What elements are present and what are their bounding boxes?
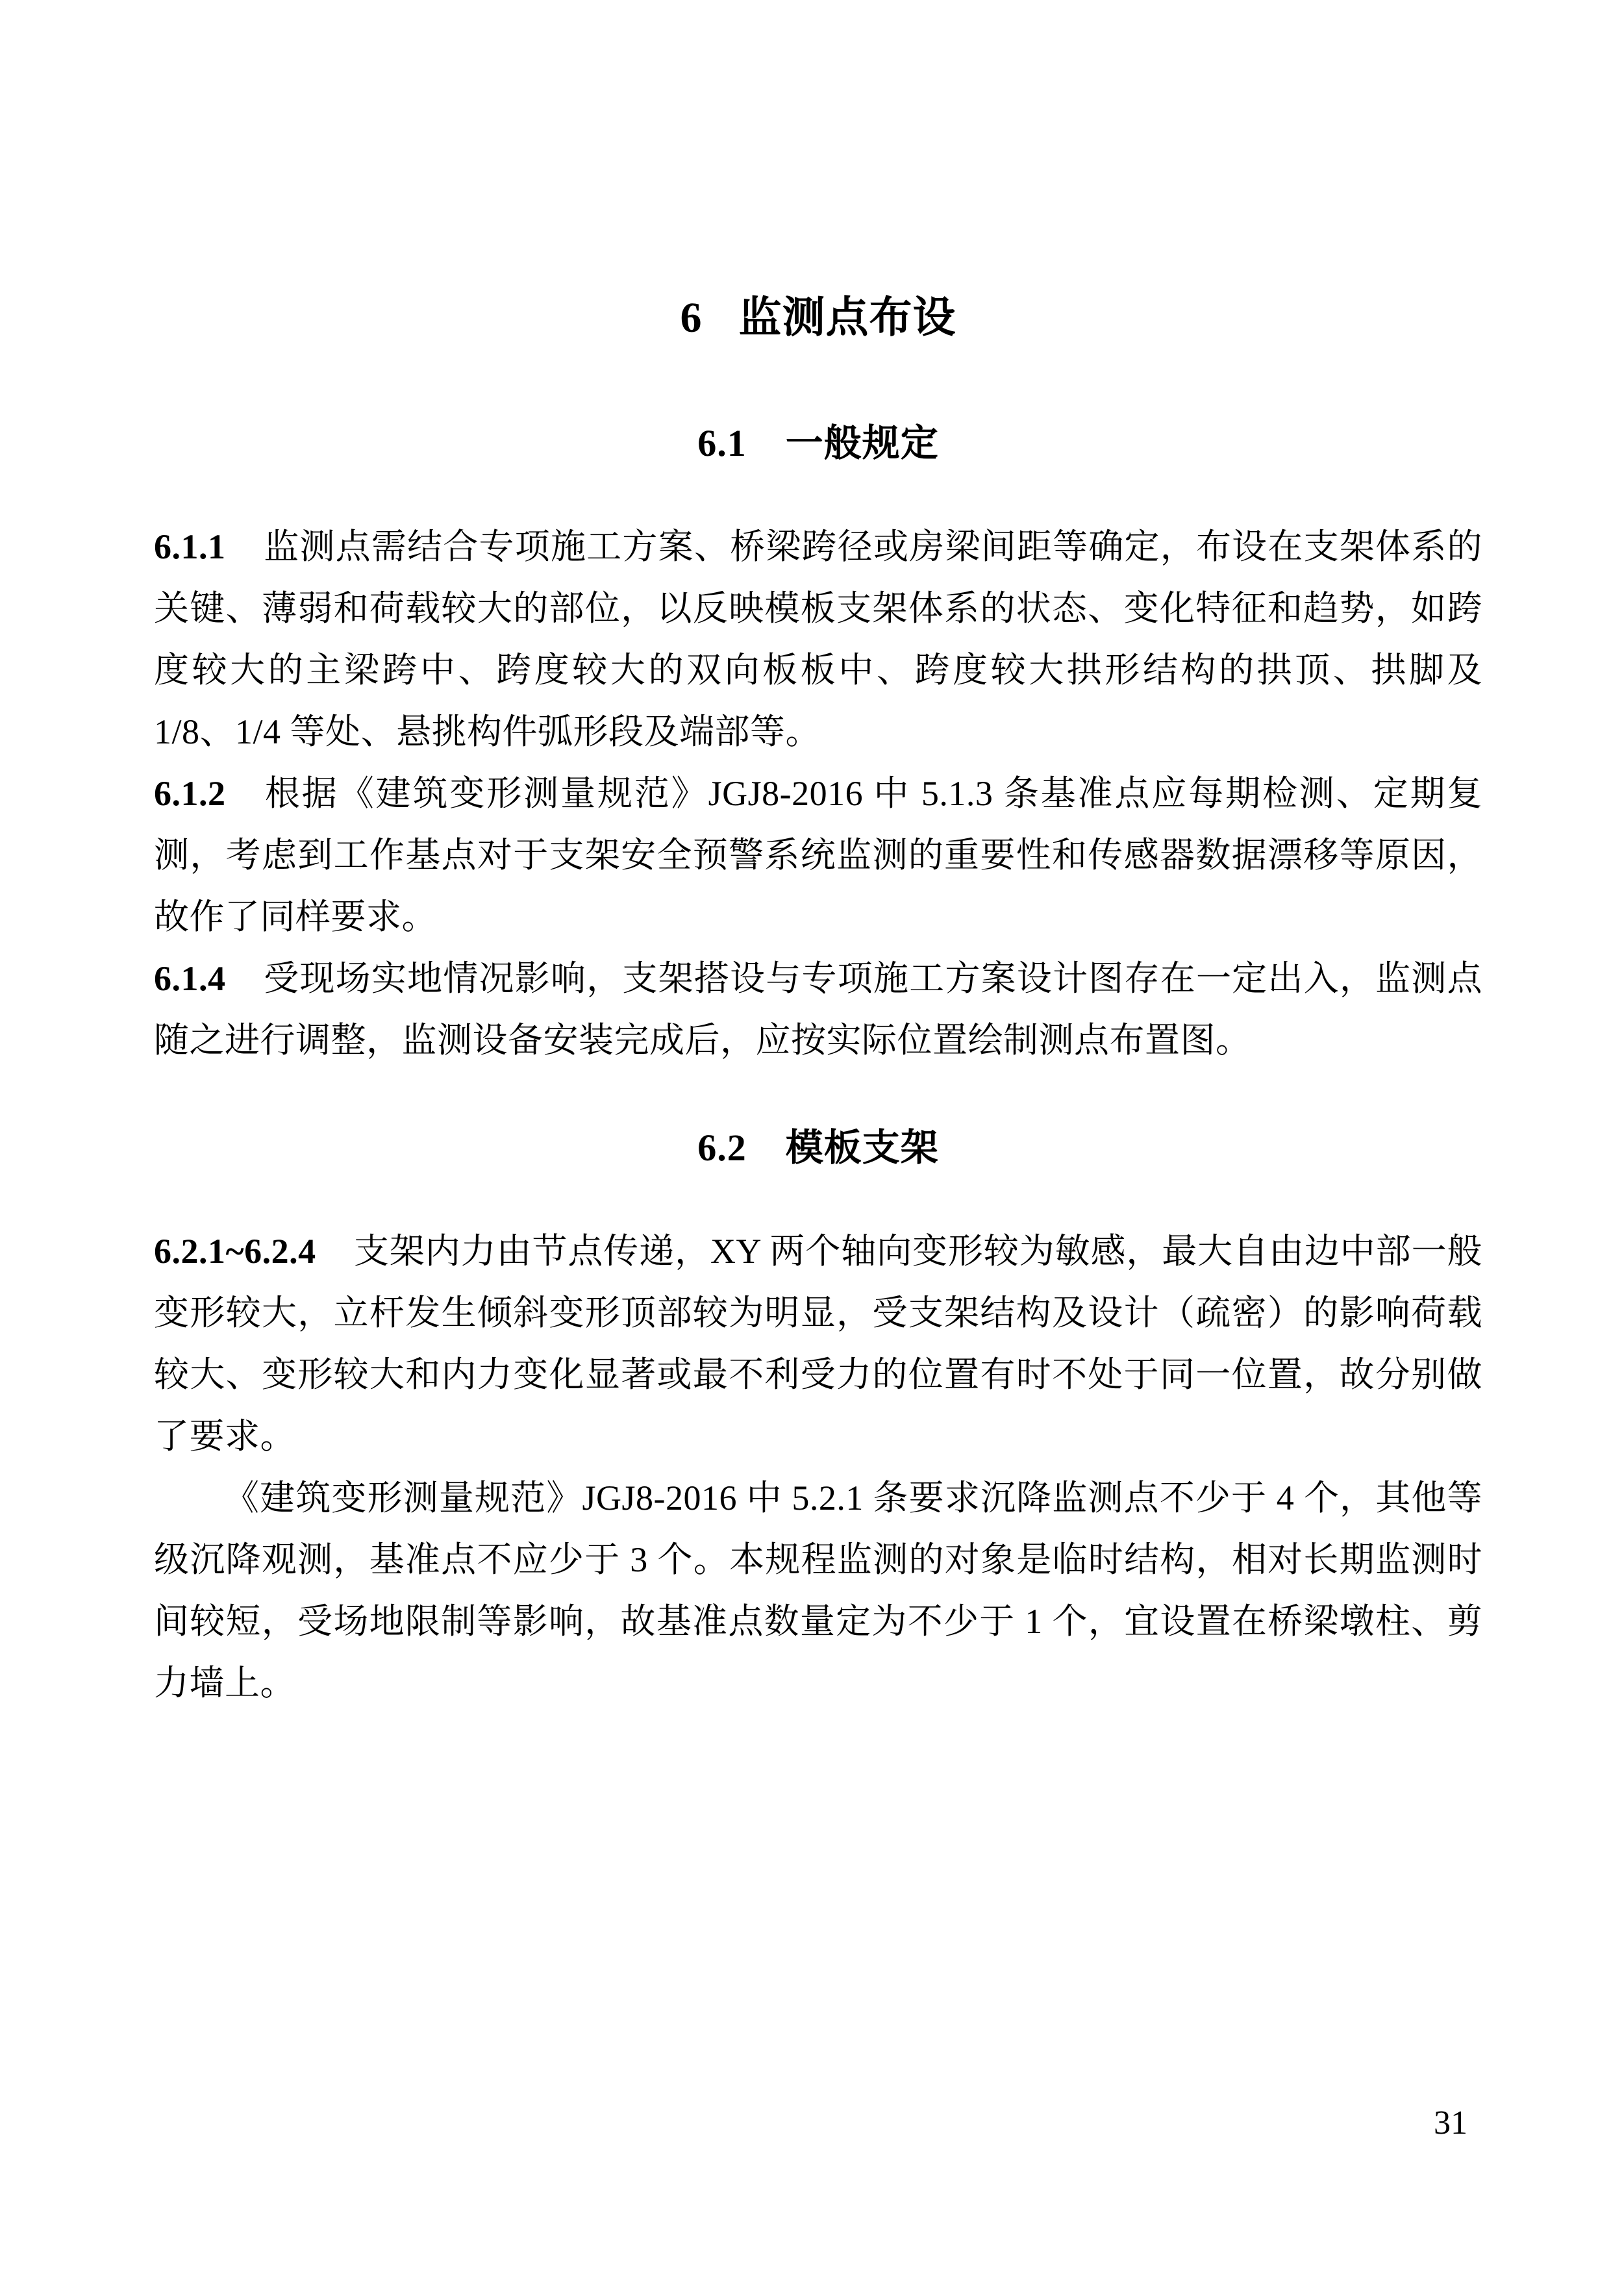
clause-text-6-1-4: 受现场实地情况影响，支架搭设与专项施工方案设计图存在一定出入，监测点随之进行调整，监测设备安装完成后，应按实际位置绘制测点布置图。 [154,959,1482,1060]
section-heading-6-1 [154,418,1482,469]
clause-label-6-2-1-to-6-2-4: 6.2.1~6.2.4 [154,1232,316,1271]
chapter-heading [154,0,1482,347]
clause-label-6-1-4: 6.1.4 [154,959,226,998]
page-content [154,0,1482,1714]
clause-paragraph-6-2-1-to-6-2-4 [154,1221,1482,1467]
chapter-title: 监测点布设 [738,294,956,342]
commentary-paragraph [154,1467,1482,1714]
section-number-6-2: 6.2 [697,1127,747,1169]
clause-label-6-1-1: 6.1.1 [154,527,226,566]
section-title-6-1: 一般规定 [785,422,939,464]
clause-text-6-1-1: 监测点需结合专项施工方案、桥梁跨径或房梁间距等确定，布设在支架体系的关键、薄弱和荷载较大的部位，以反映模板支架体系的状态、变化特征和趋势，如跨度较大的主梁跨中、跨度较大的双向板板中、跨度较大拱形结构的拱顶、拱脚及 1/8、1/4 等处、悬挑构件弧形段及端部等。 [154,527,1482,751]
chapter-number: 6 [680,294,703,342]
clause-text-6-1-2: 根据《建筑变形测量规范》JGJ8-2016 中 5.1.3 条基准点应每期检测、定期复测，考虑到工作基点对于支架安全预警系统监测的重要性和传感器数据漂移等原因，故作了同样要求。 [154,774,1482,936]
section-heading-6-2 [154,1122,1482,1174]
section-number-6-1: 6.1 [697,422,747,464]
page-number: 31 [1434,2104,1468,2141]
clause-label-6-1-2: 6.1.2 [154,774,226,813]
clause-text-6-2-1-to-6-2-4: 支架内力由节点传递，XY 两个轴向变形较为敏感，最大自由边中部一般变形较大，立杆发生倾斜变形顶部较为明显，受支架结构及设计（疏密）的影响荷载较大、变形较大和内力变化显著或最不利受力的位置有时不处于同一位置，故分别做了要求。 [154,1232,1482,1456]
section-title-6-2: 模板支架 [785,1127,939,1169]
clause-paragraph-6-1-4 [154,948,1482,1071]
commentary-text: 《建筑变形测量规范》JGJ8-2016 中 5.2.1 条要求沉降监测点不少于 4 个，其他等级沉降观测，基准点不应少于 3 个。本规程监测的对象是临时结构，相对长期监测时间较短，受场地限制等影响，故基准点数量定为不少于 1 个，宜设置在桥梁墩柱、剪力墙上。 [154,1479,1482,1703]
clause-paragraph-6-1-1 [154,516,1482,763]
clause-paragraph-6-1-2 [154,763,1482,948]
